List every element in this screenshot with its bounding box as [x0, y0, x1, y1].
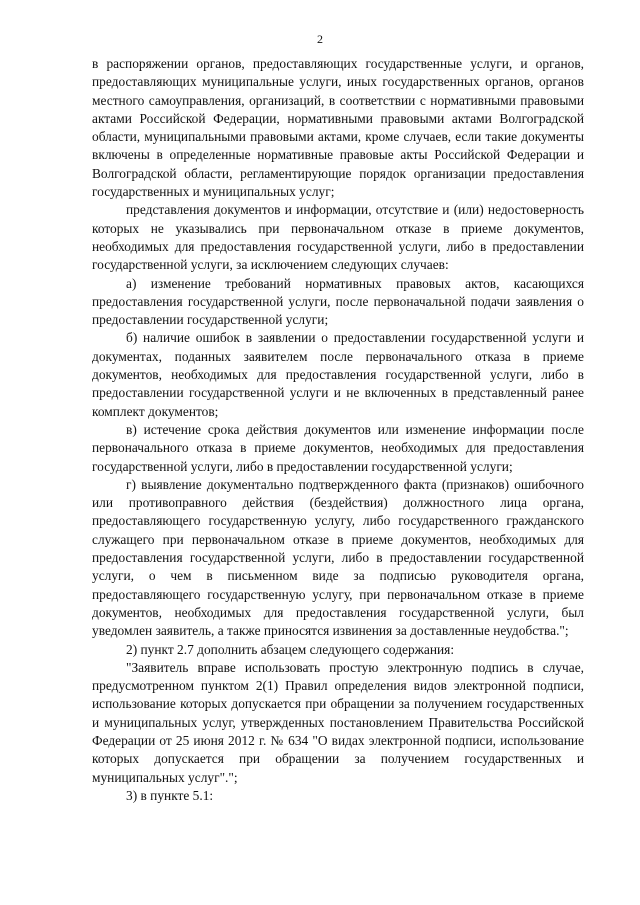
paragraph: в распоряжении органов, предоставляющих государственные услуги, и органов, предоставляющих муниципальные услуги, иных государственных органов, органов местного самоуправления, организаций, в соответствии с нормативными правовыми актами Российской Федерации, нормативными правовыми актами Волгоградской области, муниципальными правовыми актами, кроме случаев, если такие документы включены в определенные нормативные правовые акты Российской Федерации и Волгоградской области, регламентирующие порядок организации предоставления государственных и муниципальных услуг;: [92, 56, 584, 200]
paragraph: "Заявитель вправе использовать простую электронную подпись в случае, предусмотренном пунктом 2(1) Правил определения видов электронной подписи, использование которых допускается при обращении за получением государственных и муниципальных услуг, утвержденных постановлением Правительства Российской Федерации от 25 июня 2012 г. № 634 "О видах электронной подписи, использование которых допускается при обращении за получением государственных и муниципальных услуг".";: [92, 659, 584, 785]
paragraph: 2) пункт 2.7 дополнить абзацем следующего содержания:: [126, 641, 455, 657]
paragraph: а) изменение требований нормативных правовых актов, касающихся предоставления государственной услуги, после первоначальной подачи заявления о предоставлении государственной услуги;: [92, 275, 584, 328]
paragraph: 3) в пункте 5.1:: [126, 787, 214, 803]
paragraph: г) выявление документально подтвержденного факта (признаков) ошибочного или противоправного действия (бездействия) должностного лица органа, предоставляющего государственную услугу, либо государственного гражданского служащего при первоначальном отказе в приеме документов, необходимых для предоставления государственной услуги, либо в предоставлении государственной услуги, о чем в письменном виде за подписью руководителя органа, предоставляющего государственную услугу, при первоначальном отказе в приеме документов, необходимых для предоставления государственной услуги, был уведомлен заявитель, а также приносятся извинения за доставленные неудобства.";: [92, 476, 584, 639]
page-number: 2: [317, 32, 323, 46]
paragraph: представления документов и информации, отсутствие и (или) недостоверность которых не указывались при первоначальном отказе в приеме документов, необходимых для предоставления государственной услуги, либо в предоставлении государственной услуги, за исключением следующих случаев:: [92, 202, 584, 273]
paragraph: в) истечение срока действия документов или изменение информации после первоначального отказа в приеме документов, необходимых для предоставления государственной услуги, либо в предоставлении государственной услуги;: [92, 421, 584, 474]
document-body: [92, 55, 584, 805]
paragraph: б) наличие ошибок в заявлении о предоставлении государственной услуги и документах, поданных заявителем после первоначального отказа в приеме документов, необходимых для предоставления государственной услуги, либо в предоставлении государственной услуги и не включенных в представленный ранее комплект документов;: [92, 330, 584, 419]
